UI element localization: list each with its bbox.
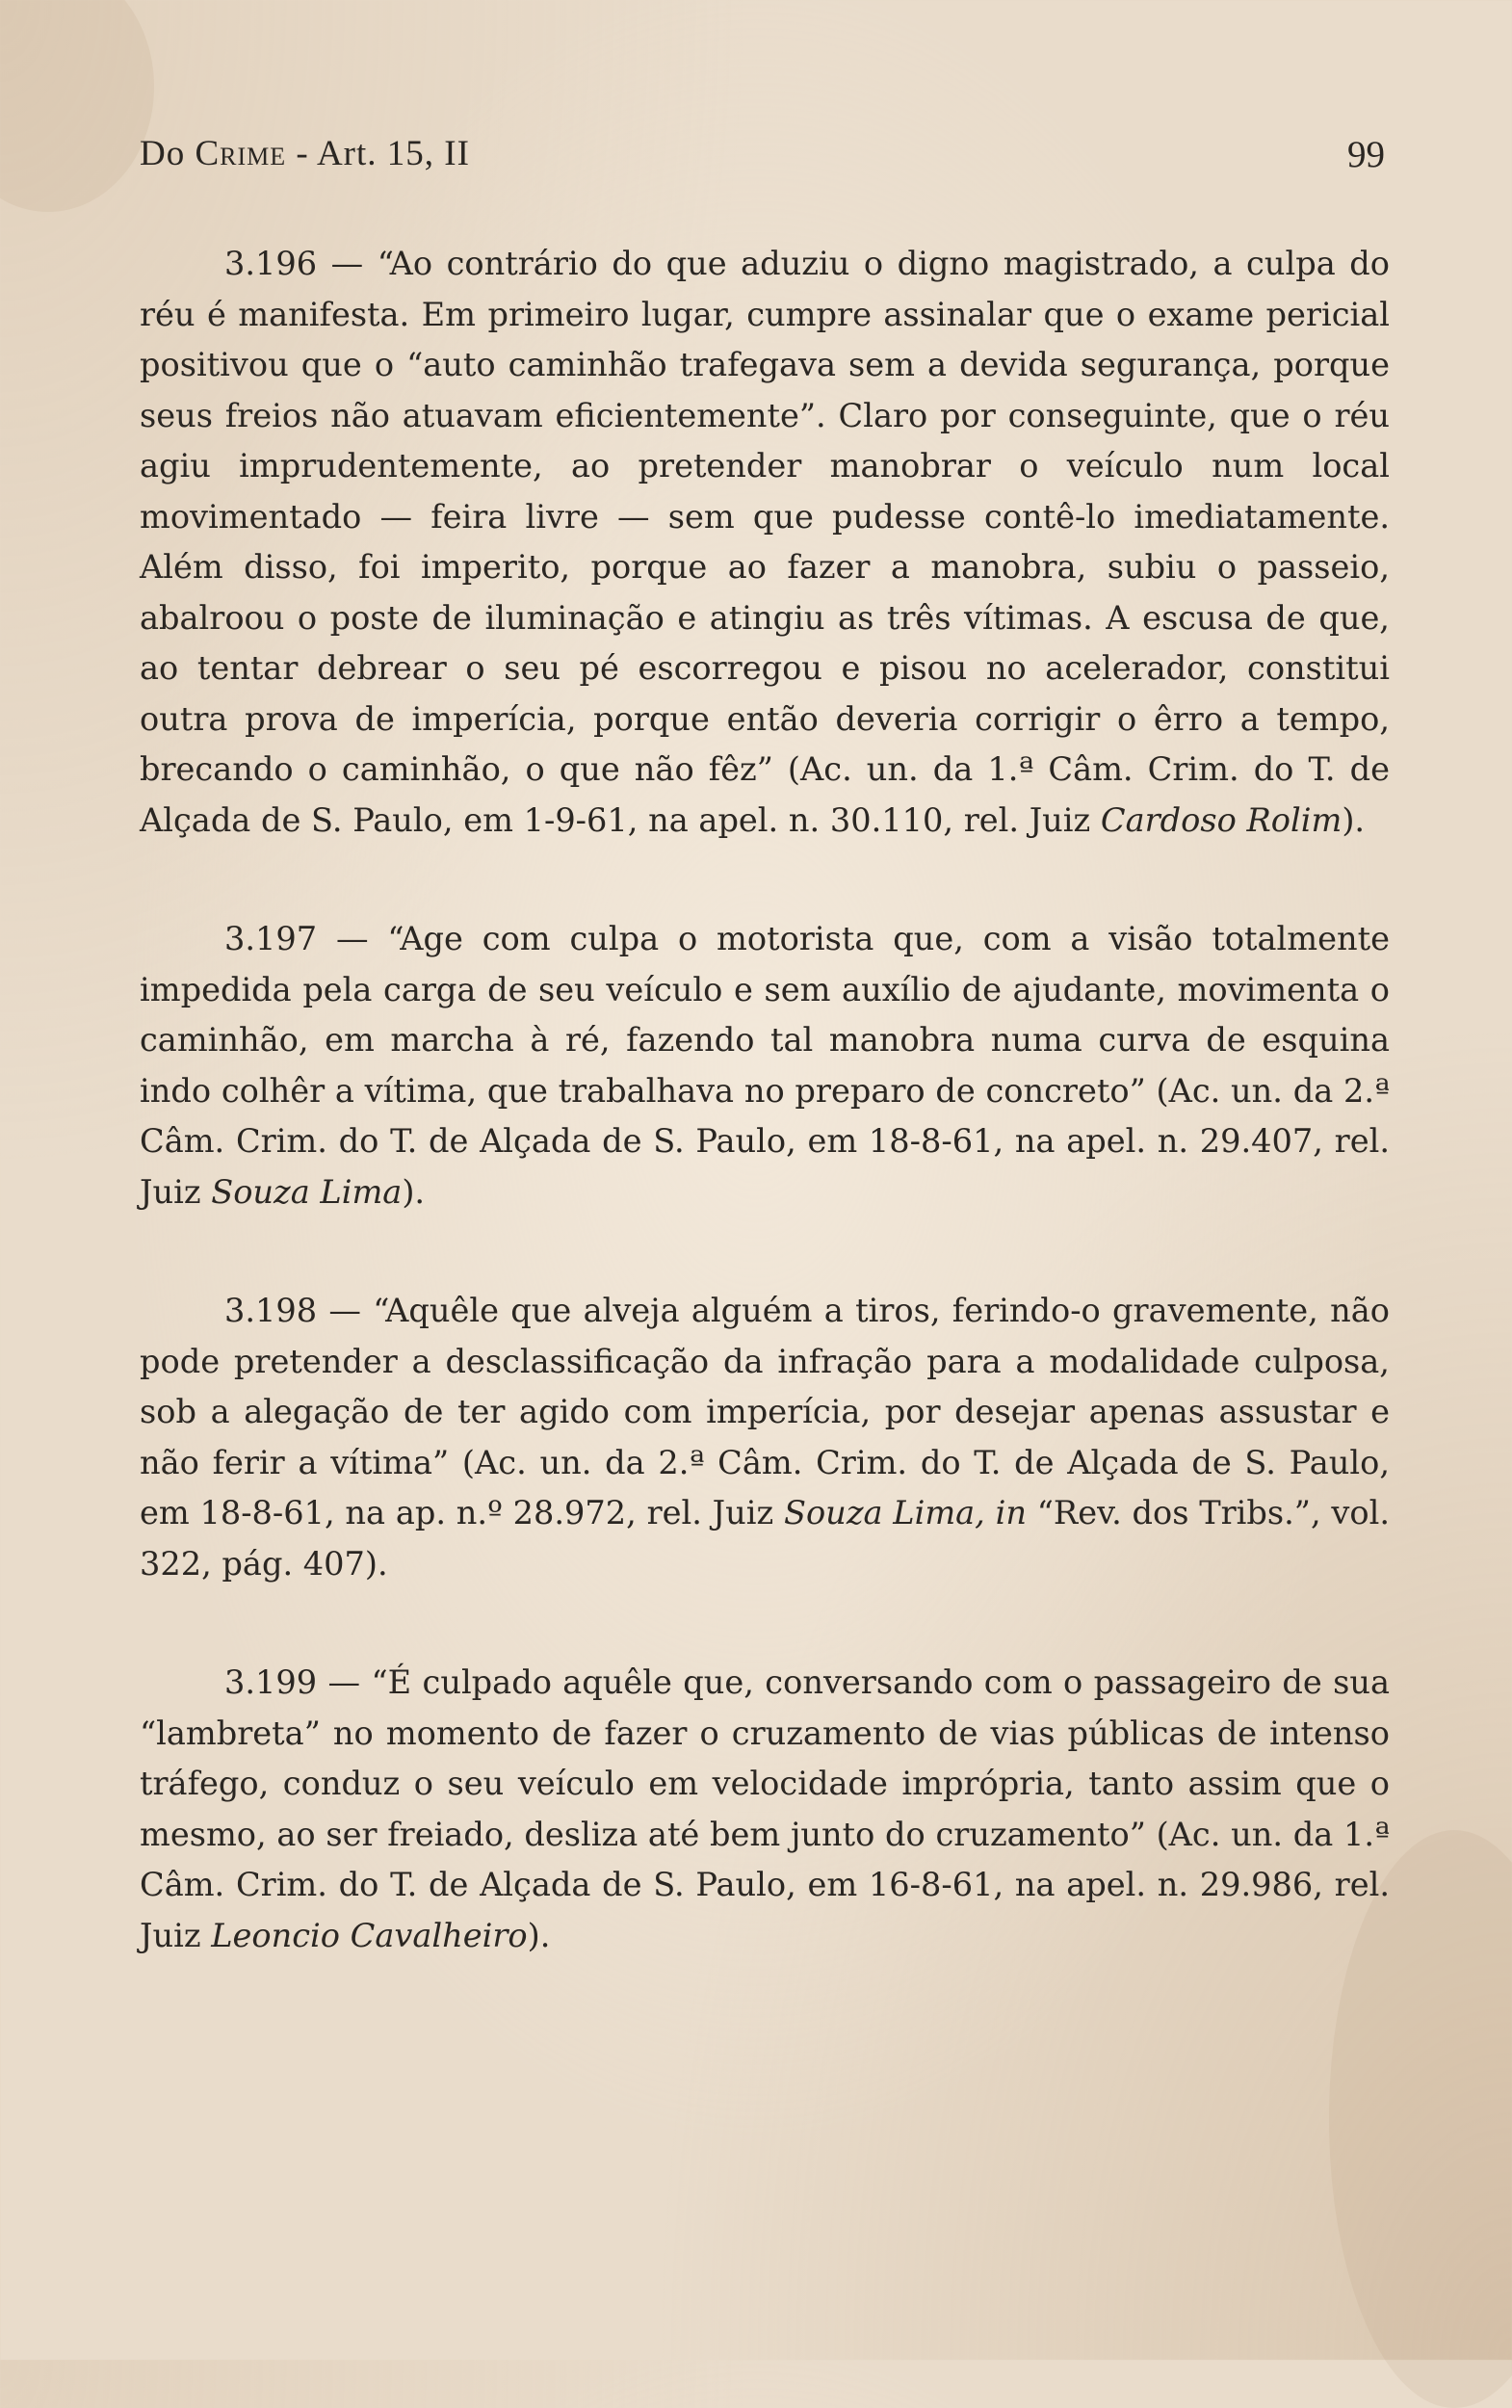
title-suffix: - Art. 15, II	[286, 134, 470, 173]
entry-3199	[140, 1658, 1390, 1961]
entry-text-end: ).	[527, 1916, 551, 1954]
judge-name: Souza Lima, in	[783, 1494, 1027, 1531]
entry-text: — “É culpado aquêle que, conversando com o passageiro de sua “lambreta” no momento de fazer o cruzamento de vias públicas de intenso tráfego, conduz o seu veículo em velocidade imprópria, tanto assim que o mesmo, ao ser freiado, desliza até bem junto do cruzamento” (Ac. un. da 1.ª Câm. Crim. do T. de Alçada de S. Paulo, em 16-8-61, na apel. n. 29.986, rel. Juiz	[140, 1663, 1390, 1954]
entry-number: 3.197	[224, 920, 318, 957]
judge-name: Souza Lima	[211, 1172, 403, 1211]
running-head	[140, 133, 1387, 191]
entry-text: — “Age com culpa o motorista que, com a visão totalmente impedida pela carga de seu veículo e sem auxílio de ajudante, movimenta o caminhão, em marcha à ré, fazendo tal manobra numa curva de esquina indo colhêr a vítima, que trabalhava no preparo de concreto” (Ac. un. da 2.ª Câm. Crim. do T. de Alçada de S. Paulo, em 18-8-61, na apel. n. 29.407, rel. Juiz	[140, 920, 1390, 1211]
entry-text: — “Aquêle que alveja alguém a tiros, ferindo-o gravemente, não pode pretender a desclassificação da infração para a modalidade culposa, sob a alegação de ter agido com imperícia, por desejar apenas assustar e não ferir a vítima” (Ac. un. da 2.ª Câm. Crim. do T. de Alçada de S. Paulo, em 18-8-61, na ap. n.º 28.972, rel. Juiz	[140, 1292, 1390, 1531]
title-smallcaps: Crime	[195, 134, 287, 173]
entry-3196	[140, 239, 1390, 846]
judge-name: Leoncio Cavalheiro	[211, 1916, 528, 1954]
entry-number: 3.199	[224, 1663, 318, 1701]
entry-text: — “Ao contrário do que aduziu o digno magistrado, a culpa do réu é manifesta. Em primeiro lugar, cumpre assinalar que o exame pericial positivou que o “auto caminhão trafegava sem a devida segurança, porque seus freios não atuavam eficientemente”. Claro por conseguinte, que o réu agiu imprudentemente, ao pretender manobrar o veículo num local movimentado — feira livre — sem que pudesse contê-lo imediatamente. Além disso, foi imperito, porque ao fazer a manobra, subiu o passeio, abalroou o poste de iluminação e atingiu as três vítimas. A escusa de que, ao tentar debrear o seu pé escorregou e pisou no acelerador, constitui outra prova de imperícia, porque então deveria corrigir o êrro a tempo, brecando o caminhão, o que não fêz” (Ac. un. da 1.ª Câm. Crim. do T. de Alçada de S. Paulo, em 1-9-61, na apel. n. 30.110, rel. Juiz	[140, 245, 1390, 839]
judge-name: Cardoso Rolim	[1100, 800, 1343, 839]
entry-text-end: ).	[1342, 800, 1366, 839]
page-number: 99	[1347, 134, 1385, 175]
entry-3197	[140, 914, 1390, 1217]
paper-stain	[0, 0, 154, 212]
body-text	[140, 239, 1390, 1961]
entry-text-end: ).	[402, 1172, 426, 1211]
entry-number: 3.198	[224, 1292, 318, 1329]
running-head-title	[140, 133, 470, 174]
entry-number: 3.196	[224, 245, 318, 282]
title-prefix: Do	[140, 134, 196, 173]
entry-3198	[140, 1286, 1390, 1589]
entry-text-end: “Rev. dos Tribs.”, vol. 322, pág. 407).	[140, 1494, 1391, 1583]
